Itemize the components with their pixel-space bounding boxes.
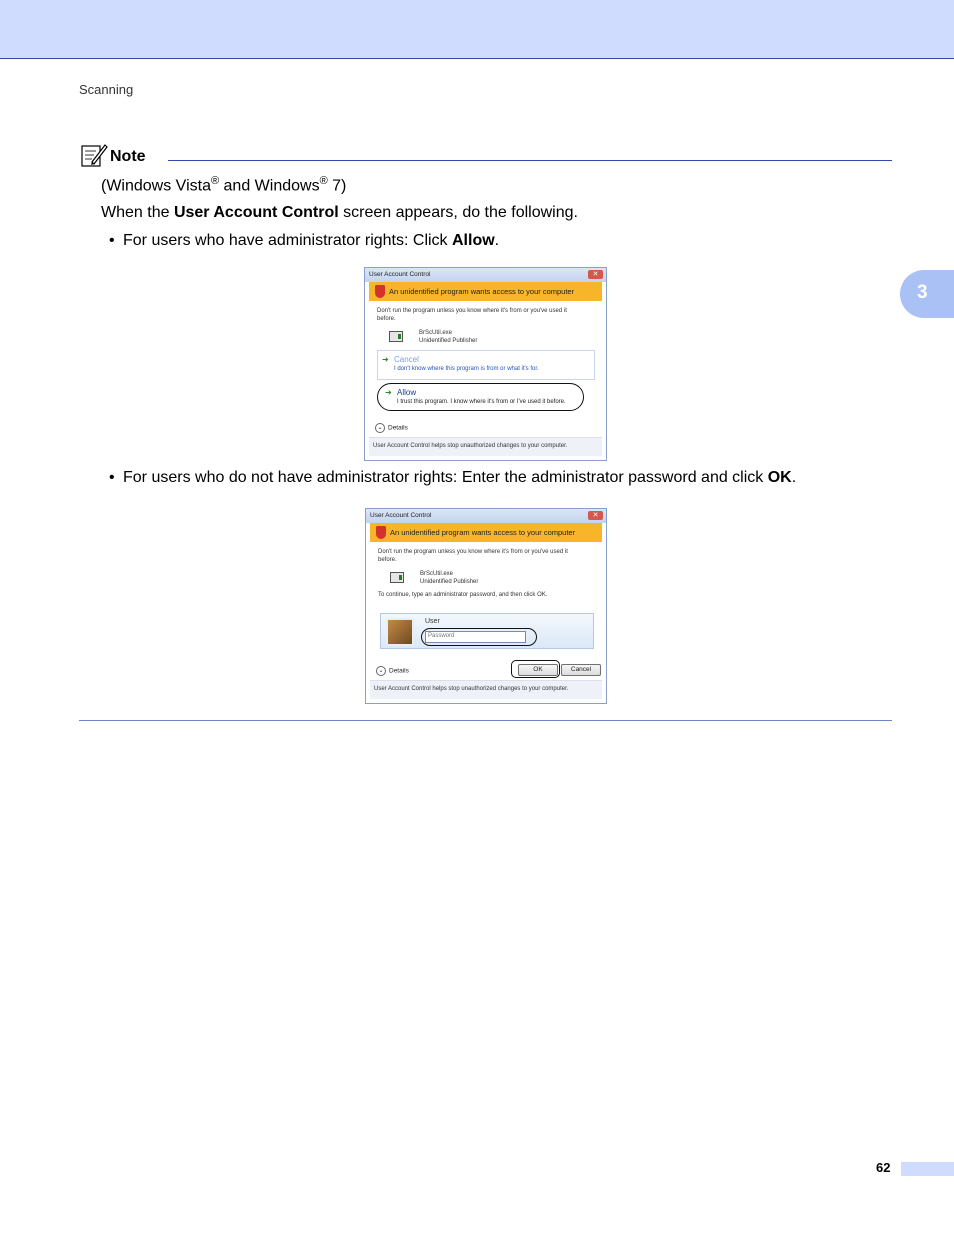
arrow-icon: ➜	[385, 388, 392, 397]
dialog-body: Don't run the program unless you know where it's from or you've used it before. BrScUtil.exe Unidentified Publisher ➜ Cancel I don't know where this program is from or what it's for. ➜ Allow I trust this program. I know where it's from or I've used it before. ⌄ Details User Account Control helps stop unauthorized changes to your computer.	[369, 301, 602, 456]
note-rule	[168, 160, 892, 161]
password-highlight-ring	[421, 628, 537, 646]
chevron-down-icon: ⌄	[376, 666, 386, 676]
cancel-button[interactable]: Cancel	[561, 664, 601, 676]
program-icon	[389, 331, 403, 342]
warning-banner: An unidentified program wants access to your computer	[370, 523, 602, 542]
bullet-admin: • For users who have administrator rights: Click Allow.	[109, 232, 500, 249]
close-icon[interactable]: ✕	[588, 511, 603, 520]
warning-banner: An unidentified program wants access to your computer	[369, 282, 602, 301]
page-number-tab	[901, 1162, 954, 1176]
note-windows-versions: (Windows Vista® and Windows® 7)	[101, 175, 347, 195]
arrow-icon: ➜	[382, 355, 389, 364]
ok-button[interactable]: OK	[518, 664, 558, 676]
chevron-down-icon: ⌄	[375, 423, 385, 433]
program-icon	[390, 572, 404, 583]
dialog-titlebar: User Account Control ✕	[365, 268, 606, 282]
chapter-number: 3	[917, 282, 928, 303]
details-toggle[interactable]: ⌄ Details	[376, 666, 409, 676]
top-header-band	[0, 0, 954, 59]
details-toggle[interactable]: ⌄ Details	[375, 423, 408, 433]
note-header	[80, 142, 892, 168]
ok-highlight-ring	[511, 660, 560, 678]
allow-option[interactable]: ➜ Allow I trust this program. I know where it's from or I've used it before.	[381, 384, 573, 410]
dialog-footer: User Account Control helps stop unauthorized changes to your computer.	[369, 437, 602, 456]
dialog-footer: User Account Control helps stop unauthorized changes to your computer.	[370, 680, 602, 699]
cancel-option[interactable]: ➜ Cancel I don't know where this program is from or what it's for.	[377, 350, 595, 380]
note-pencil-icon	[80, 142, 108, 168]
user-avatar	[386, 618, 414, 646]
page-number: 62	[876, 1160, 891, 1175]
uac-dialog-allow	[364, 267, 607, 461]
note-title: Note	[110, 148, 146, 165]
dialog-titlebar: User Account Control ✕	[366, 509, 606, 523]
section-end-rule	[79, 720, 892, 721]
note-instruction: When the User Account Control screen appears, do the following.	[101, 204, 578, 221]
running-head: Scanning	[79, 82, 134, 97]
credential-tile: User Password	[380, 613, 594, 649]
close-icon[interactable]: ✕	[588, 270, 603, 279]
shield-icon	[375, 285, 385, 298]
password-input[interactable]: Password	[425, 631, 526, 643]
allow-highlight-ring	[377, 383, 584, 411]
uac-dialog-password	[365, 508, 607, 704]
shield-icon	[376, 526, 386, 539]
chapter-tab	[900, 270, 954, 318]
bullet-non-admin: • For users who do not have administrator rights: Enter the administrator password and click OK.	[109, 469, 797, 486]
dialog-body: Don't run the program unless you know where it's from or you've used it before. BrScUtil.exe Unidentified Publisher To continue, type an administrator password, and then click OK. User Password ⌄ Details OK Cancel User Account Control helps stop unauthorized changes to your computer.	[370, 542, 602, 699]
